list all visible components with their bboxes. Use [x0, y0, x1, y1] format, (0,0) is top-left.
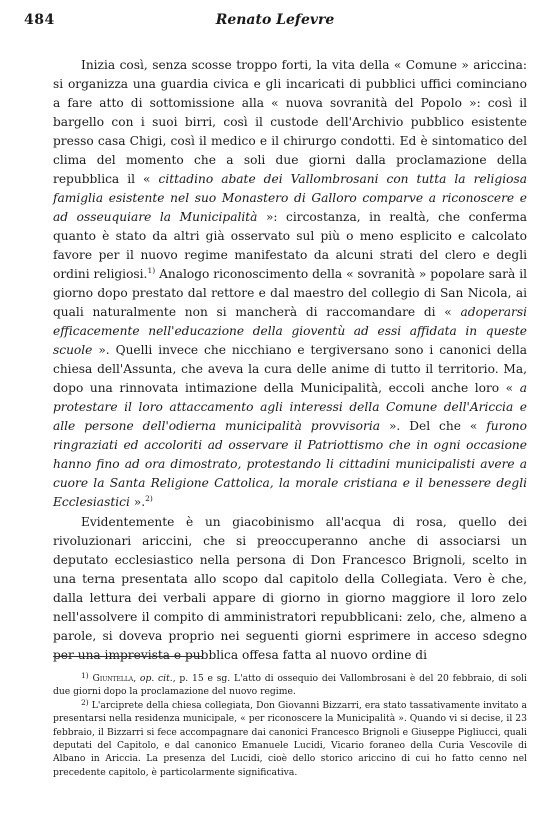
text-run: Analogo riconoscimento della « sovranità » popolare sarà il giorno dopo prestato dal rettore e dal maestro del collegio di San Nicola, ai quali naturalmente non si mancherà di raccomandare di «	[53, 267, 527, 319]
footnote-ref: 2)	[145, 494, 153, 503]
page-header	[24, 12, 526, 34]
footnote-number: 1)	[81, 671, 89, 680]
text-run: L'arciprete della chiesa collegiata, Don Giovanni Bizzarri, era stato tassativamente invitato a presentarsi nella residenza municipale, « per riconoscere la Municipalità ». Quando vi si decise, il 23 febbraio, il Bizzarri si fece accompagnare dai canonici Francesco Brignoli e Giuseppe Pigliucci, quali deputati del Capitolo, e dal canonico Emanuele Lucidi, Vicario foraneo della Curia Vescovile di Albano in Ariccia. La presenza del Lucidi, cioè dello storico ariccino di cui ho fatto cenno nel precedente capitolo, è particolarmente significativa.	[53, 699, 528, 778]
paragraph	[53, 56, 527, 512]
footnote-rule	[53, 656, 203, 657]
text-run: ». Quelli invece che nicchiano e tergiversano sono i canonici della chiesa dell'Assunta, che aveva la cura delle anime di tutto il territorio. Ma, dopo una rinnovata intimazione della Municipalità, eccoli anche loro «	[53, 343, 527, 395]
italic-quote: a protestare il loro attaccamento agli interessi della Comune dell'Ariccia e alle persone dell'odierna municipalità provvisoria	[53, 381, 527, 433]
running-head: Renato Lefevre	[215, 12, 335, 28]
text-run: Evidentemente è un giacobinismo all'acqua di rosa, quello dei rivoluzionari ariccini, che si preoccuperanno anche di associarsi un deputato ecclesiastico nella persona di Don Francesco Brignoli, scelto in una terna presentata allo scopo dal capitolo della Collegiata. Vero è che, dalla lettura dei verbali appare di giorno in giorno maggiore il loro zelo nell'assolvere il compito di amministratori repubblicani: zelo, che, almeno a parole, si doveva proprio nei seguenti giorni esprimere in acceso sdegno per una imprevista e pubblica offesa fatta al nuovo ordine di	[53, 515, 527, 662]
paragraph	[53, 513, 527, 665]
author-name: Giuntella	[92, 673, 134, 684]
italic-quote: adoperarsi efficacemente nell'educazione della gioventù ad essi affidata in queste scuole	[53, 305, 527, 357]
page-number: 484	[24, 12, 55, 28]
text-run: Inizia così, senza scosse troppo forti, la vita della « Comune » ariccina: si organizza una guardia civica e gli incaricati di pubblici uffici cominciano a fare atto di sottomissione alla « nuova sovranità del Popolo »: così il bargello con i suoi birri, così il custode dell'Archivio pubblico esistente presso casa Chigi, così il medico e il chirurgo condotti. Ed è sintomatico del clima del momento che a soli due giorni dalla proclamazione della repubblica il «	[53, 58, 527, 186]
text-run: »: circostanza, in realtà, che conferma quanto è stato da altri già osservato sul più o meno esplicito e calcolato favore per il nuovo regime manifestato da alcuni strati del clero e degli ordini religiosi.	[53, 210, 527, 281]
footnotes	[53, 672, 527, 779]
footnote-ref: 1)	[147, 266, 156, 275]
text-run: ». Del che «	[380, 419, 487, 433]
footnote	[53, 699, 527, 779]
text-run: ».	[129, 495, 146, 509]
text-run: , p. 15 e sg. L'atto di ossequio dei Vallombrosani è del 20 febbraio, di soli due giorni dopo la proclamazione del nuovo regime.	[53, 673, 527, 698]
italic-quote: op. cit.	[139, 673, 173, 684]
text-run: ,	[133, 673, 140, 684]
italic-quote: furono ringraziati ed accoloriti ad osservare il Patriottismo che in ogni occasione hanno fino ad ora dimostrato, protestando li cittadini municipalisti avere a cuore la Santa Religione Cattolica, la morale cristiana e il benessere degli Ecclesiastici	[53, 419, 527, 509]
footnote-number: 2)	[81, 697, 89, 707]
body-text	[53, 56, 527, 665]
italic-quote: cittadino abate dei Vallombrosani con tutta la religiosa famiglia esistente nel suo Monastero di Galloro comparve a riconoscere e ad osseuquiare la Municipalità	[53, 172, 527, 224]
footnote	[53, 672, 527, 699]
